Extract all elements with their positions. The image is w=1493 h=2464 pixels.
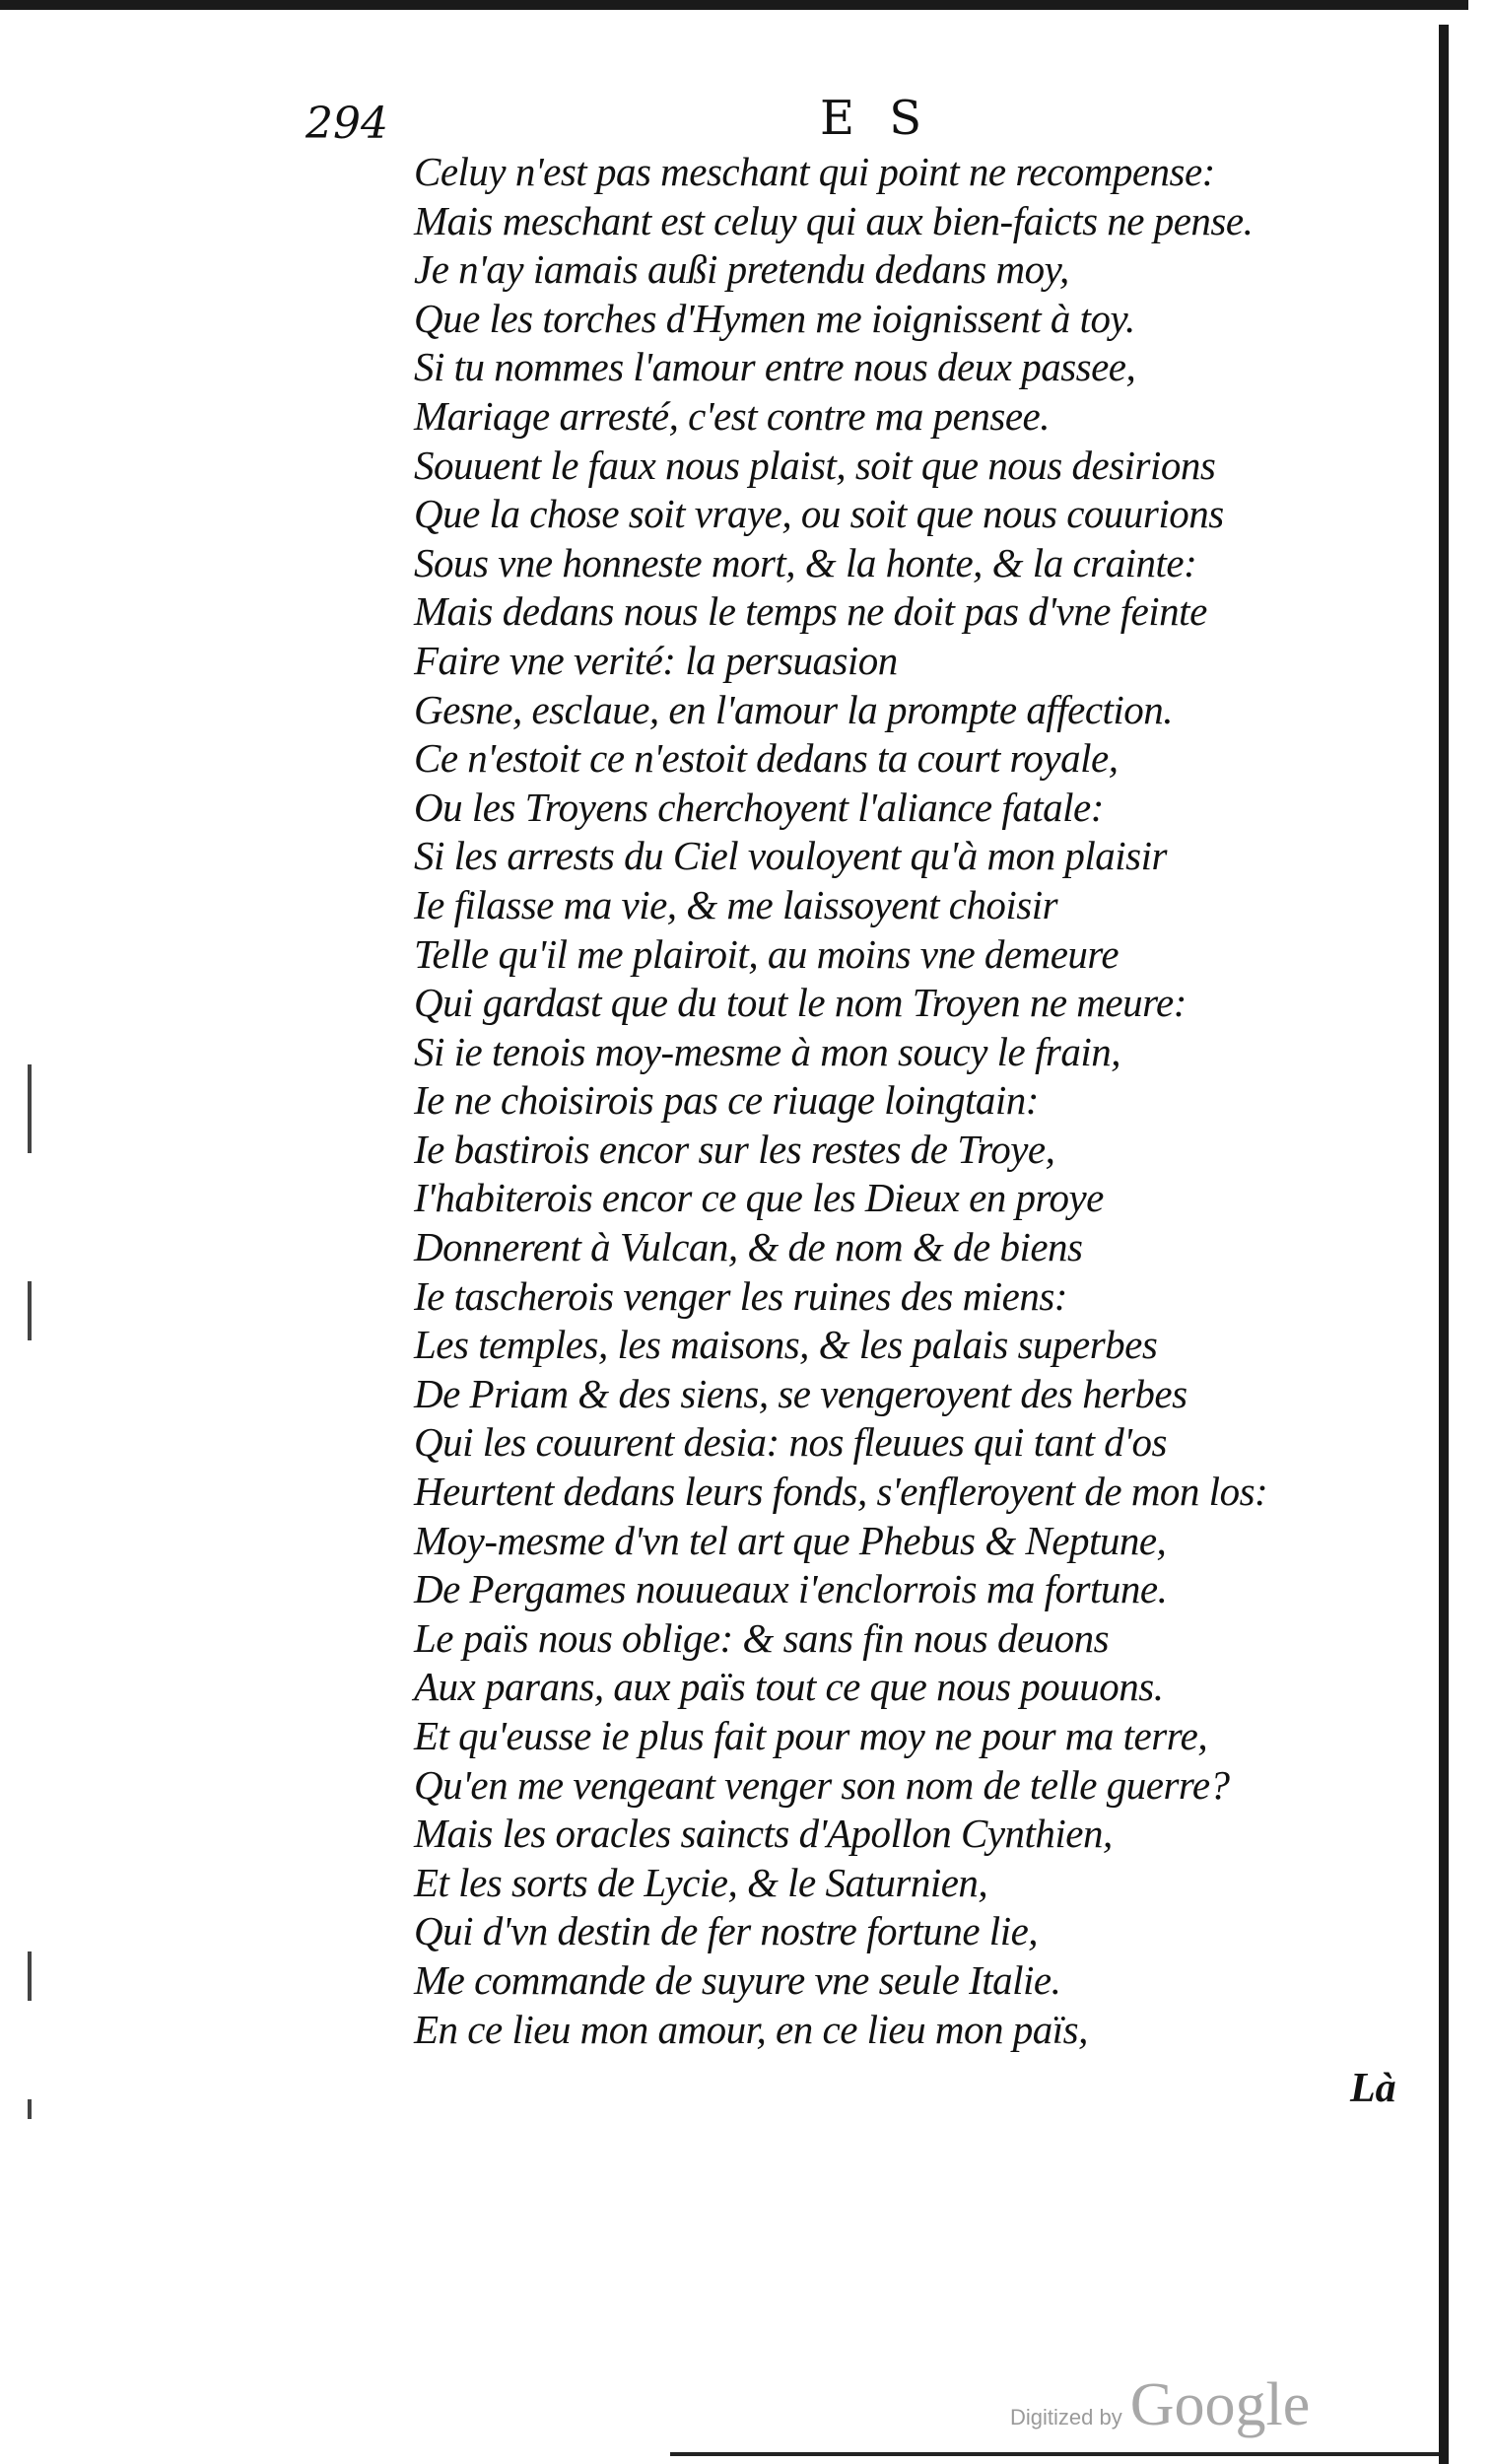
google-watermark — [1010, 2370, 1310, 2440]
watermark-label: Digitized by — [1010, 2405, 1122, 2430]
verse-line: Si tu nommes l'amour entre nous deux passee, — [414, 344, 1136, 390]
verse-line: Si ie tenois moy-mesme à mon soucy le frain, — [414, 1028, 1120, 1074]
verse-line: Mais dedans nous le temps ne doit pas d'vne feinte — [414, 588, 1207, 635]
verse-line: Sous vne honneste mort, & la honte, & la crainte: — [414, 539, 1197, 585]
left-margin-mark — [28, 2099, 32, 2119]
verse-line: Ie bastirois encor sur les restes de Troye, — [414, 1126, 1055, 1172]
verse-line: Heurtent dedans leurs fonds, s'enfleroyent de mon los: — [414, 1469, 1268, 1515]
page-number: 294 — [305, 99, 388, 149]
verse-line: Les temples, les maisons, & les palais superbes — [414, 1322, 1158, 1368]
verse-line: Qui les couurent desia: nos fleuues qui tant d'os — [414, 1419, 1167, 1466]
running-head: E S — [820, 91, 932, 146]
verse-line: En ce lieu mon amour, en ce lieu mon païs, — [414, 2006, 1088, 2052]
verse-line: Aux parans, aux païs tout ce que nous pouuons. — [414, 1664, 1164, 1710]
verse-line: Mais meschant est celuy qui aux bien-faicts ne pense. — [414, 197, 1254, 243]
verse-line: Que la chose soit vraye, ou soit que nous couurions — [414, 491, 1224, 537]
verse-line: Si les arrests du Ciel vouloyent qu'à mon plaisir — [414, 833, 1167, 879]
top-border-rule — [0, 0, 1468, 10]
left-margin-mark — [28, 1064, 32, 1153]
google-logo: Google — [1129, 2371, 1311, 2438]
verse-block — [414, 148, 1399, 2054]
verse-line: Ie ne choisirois pas ce riuage loingtain: — [414, 1077, 1039, 1124]
verse-line: De Priam & des siens, se vengeroyent des herbes — [414, 1370, 1188, 1416]
verse-line: Ie tascherois venger les ruines des miens: — [414, 1272, 1067, 1319]
verse-line: Que les torches d'Hymen me ioignissent à toy. — [414, 295, 1135, 341]
left-margin-mark — [28, 1281, 32, 1340]
right-border-rule — [1439, 25, 1449, 2464]
verse-line: Le païs nous oblige: & sans fin nous deuons — [414, 1614, 1110, 1661]
verse-line: Celuy n'est pas meschant qui point ne recompense: — [414, 149, 1215, 194]
verse-line: I'habiterois encor ce que les Dieux en proye — [414, 1175, 1104, 1221]
verse-line: Qu'en me vengeant venger son nom de telle guerre? — [414, 1761, 1230, 1808]
verse-line: Et qu'eusse ie plus fait pour moy ne pour ma terre, — [414, 1713, 1208, 1758]
verse-line: Donnerent à Vulcan, & de nom & de biens — [414, 1224, 1083, 1270]
verse-line: Faire vne verité: la persuasion — [414, 637, 898, 683]
catchword: Là — [1350, 2066, 1396, 2111]
verse-line: Ie filasse ma vie, & me laissoyent choisir — [414, 881, 1058, 927]
verse-line: Ce n'estoit ce n'estoit dedans ta court royale, — [414, 735, 1119, 782]
verse-line: Qui gardast que du tout le nom Troyen ne meure: — [414, 980, 1187, 1026]
bottom-border-rule — [670, 2452, 1439, 2456]
left-margin-mark — [28, 1951, 32, 2001]
verse-line: Souuent le faux nous plaist, soit que nous desirions — [414, 442, 1216, 488]
verse-line: De Pergames nouueaux i'enclorrois ma fortune. — [414, 1566, 1168, 1612]
verse-line: Gesne, esclaue, en l'amour la prompte affection. — [414, 686, 1174, 732]
verse-line: Mariage arresté, c'est contre ma pensee. — [414, 392, 1050, 439]
verse-line: Je n'ay iamais außi pretendu dedans moy, — [414, 246, 1069, 293]
verse-line: Moy-mesme d'vn tel art que Phebus & Neptune, — [414, 1517, 1167, 1563]
verse-line: Et les sorts de Lycie, & le Saturnien, — [414, 1859, 988, 1905]
verse-line: Mais les oracles saincts d'Apollon Cynthien, — [414, 1811, 1113, 1857]
verse-line: Telle qu'il me plairoit, au moins vne demeure — [414, 930, 1120, 977]
verse-line: Qui d'vn destin de fer nostre fortune lie, — [414, 1908, 1039, 1954]
verse-line: Me commande de suyure vne seule Italie. — [414, 1956, 1061, 2003]
verse-line: Ou les Troyens cherchoyent l'aliance fatale: — [414, 784, 1104, 830]
